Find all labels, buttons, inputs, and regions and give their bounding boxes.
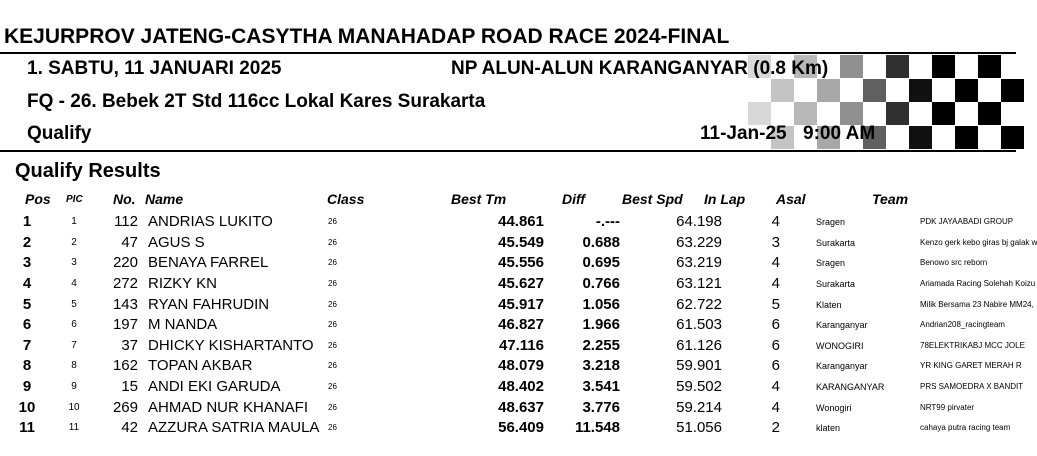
col-header-class: Class xyxy=(327,191,365,207)
table-row xyxy=(0,212,1032,233)
pos-cell: 8 xyxy=(22,357,32,375)
team-cell: Milik Bersama 23 Nabire MM24, xyxy=(920,299,1034,309)
diff-cell: 0.695 xyxy=(582,254,620,272)
in-lap-cell: 5 xyxy=(771,295,780,313)
number-cell: 272 xyxy=(112,275,138,293)
in-lap-cell: 3 xyxy=(771,233,780,251)
best-speed-cell: 59.502 xyxy=(676,378,722,396)
team-cell: Kenzo gerk kebo giras bj galak w xyxy=(920,237,1037,247)
best-time-cell: 45.549 xyxy=(498,233,544,251)
diff-cell: 0.688 xyxy=(582,233,620,251)
pic-cell: 1 xyxy=(71,216,77,228)
session-name: Qualify xyxy=(27,123,92,144)
col-header-in-lap: In Lap xyxy=(704,191,746,207)
flag-square xyxy=(955,79,978,102)
pic-cell: 6 xyxy=(71,319,77,331)
class-cell: 26 xyxy=(328,382,337,392)
number-cell: 269 xyxy=(112,398,138,416)
class-cell: 26 xyxy=(328,279,337,289)
origin-cell: WONOGIRI xyxy=(816,340,864,351)
pos-cell: 10 xyxy=(18,398,36,416)
diff-cell: 1.966 xyxy=(582,316,620,334)
rider-name-cell: BENAYA FARREL xyxy=(148,254,269,272)
diff-cell: -.--- xyxy=(595,213,620,231)
class-cell: 26 xyxy=(328,340,337,350)
pic-cell: 4 xyxy=(71,278,77,290)
diff-cell: 2.255 xyxy=(582,336,620,354)
best-time-cell: 44.861 xyxy=(498,213,544,231)
team-cell: cahaya putra racing team xyxy=(920,423,1011,433)
flag-square xyxy=(909,79,932,102)
pos-cell: 4 xyxy=(22,275,32,293)
results-table xyxy=(0,212,1037,439)
in-lap-cell: 4 xyxy=(771,213,780,231)
diff-cell: 3.776 xyxy=(582,398,620,416)
number-cell: 37 xyxy=(121,336,138,354)
flag-square xyxy=(840,55,863,78)
pic-cell: 7 xyxy=(71,339,77,351)
flag-square xyxy=(932,102,955,125)
flag-square xyxy=(1001,79,1024,102)
number-cell: 220 xyxy=(112,254,138,272)
diff-cell: 11.548 xyxy=(574,419,620,437)
flag-square xyxy=(978,55,1001,78)
best-speed-cell: 51.056 xyxy=(676,419,722,437)
pos-cell: 1 xyxy=(22,213,32,231)
header-divider xyxy=(0,52,1016,54)
flag-square xyxy=(886,55,909,78)
table-row xyxy=(0,336,1032,357)
best-speed-cell: 61.126 xyxy=(676,336,722,354)
in-lap-cell: 4 xyxy=(771,275,780,293)
best-time-cell: 48.637 xyxy=(498,398,544,416)
origin-cell: Karanganyar xyxy=(816,320,868,331)
rider-name-cell: AZZURA SATRIA MAULA xyxy=(148,419,320,437)
flag-square xyxy=(932,55,955,78)
origin-cell: Wonogiri xyxy=(816,402,852,413)
table-row xyxy=(0,315,1032,336)
in-lap-cell: 2 xyxy=(771,419,780,437)
best-time-cell: 47.116 xyxy=(498,336,544,354)
col-header-diff: Diff xyxy=(562,191,586,207)
flag-square xyxy=(955,126,978,149)
flag-square xyxy=(1001,126,1024,149)
pos-cell: 11 xyxy=(19,419,35,437)
col-header-pic: PIC xyxy=(66,194,83,205)
class-cell: 26 xyxy=(328,402,337,412)
class-cell: 26 xyxy=(328,320,337,330)
rider-name-cell: AHMAD NUR KHANAFI xyxy=(148,398,309,416)
event-venue: NP ALUN-ALUN KARANGANYAR (0.8 Km) xyxy=(451,58,829,79)
flag-square xyxy=(886,102,909,125)
origin-cell: Surakarta xyxy=(816,279,856,290)
table-row xyxy=(0,356,1032,377)
in-lap-cell: 6 xyxy=(771,316,780,334)
table-row xyxy=(0,377,1032,398)
diff-cell: 3.218 xyxy=(582,357,620,375)
origin-cell: KARANGANYAR xyxy=(816,382,885,393)
best-time-cell: 45.917 xyxy=(498,295,544,313)
flag-square xyxy=(978,102,1001,125)
diff-cell: 1.056 xyxy=(582,295,620,313)
in-lap-cell: 6 xyxy=(771,336,780,354)
number-cell: 15 xyxy=(121,378,138,396)
in-lap-cell: 4 xyxy=(771,378,780,396)
rider-name-cell: RYAN FAHRUDIN xyxy=(148,295,270,313)
best-speed-cell: 59.214 xyxy=(676,398,722,416)
section-divider xyxy=(0,150,1016,152)
number-cell: 47 xyxy=(121,233,138,251)
col-header-pos: Pos xyxy=(25,191,51,207)
table-row xyxy=(0,397,1032,418)
rider-name-cell: DHICKY KISHARTANTO xyxy=(148,336,314,354)
team-cell: PDK JAYAABADI GROUP xyxy=(920,217,1014,227)
pos-cell: 2 xyxy=(22,233,32,251)
best-time-cell: 48.079 xyxy=(498,357,544,375)
best-time-cell: 45.556 xyxy=(498,254,544,272)
flag-square xyxy=(817,79,840,102)
rider-name-cell: TOPAN AKBAR xyxy=(148,357,253,375)
rider-name-cell: M NANDA xyxy=(148,316,218,334)
pic-cell: 5 xyxy=(71,298,77,310)
rider-name-cell: ANDI EKI GARUDA xyxy=(148,378,281,396)
pos-cell: 3 xyxy=(22,254,32,272)
col-header-best-tm: Best Tm xyxy=(451,191,507,207)
table-row xyxy=(0,253,1032,274)
best-speed-cell: 63.121 xyxy=(676,275,722,293)
team-cell: Andrian208_racingteam xyxy=(920,320,1005,330)
pic-cell: 9 xyxy=(71,381,77,393)
session-time: 9:00 AM xyxy=(803,123,876,144)
in-lap-cell: 6 xyxy=(771,357,780,375)
best-time-cell: 48.402 xyxy=(498,378,544,396)
best-time-cell: 46.827 xyxy=(498,316,544,334)
origin-cell: Sragen xyxy=(816,217,846,228)
in-lap-cell: 4 xyxy=(771,254,780,272)
origin-cell: Karanganyar xyxy=(816,361,868,372)
origin-cell: Surakarta xyxy=(816,237,856,248)
pos-cell: 7 xyxy=(22,336,32,354)
best-speed-cell: 61.503 xyxy=(676,316,722,334)
team-cell: NRT99 pirvater xyxy=(920,402,975,412)
rider-name-cell: RIZKY KN xyxy=(148,275,217,293)
table-row xyxy=(0,418,1032,439)
number-cell: 112 xyxy=(114,213,138,231)
col-header-no: No. xyxy=(113,191,136,207)
pos-cell: 6 xyxy=(22,316,32,334)
pic-cell: 3 xyxy=(71,257,77,269)
event-day: 1. SABTU, 11 JANUARI 2025 xyxy=(27,58,282,79)
table-row xyxy=(0,233,1032,254)
number-cell: 197 xyxy=(112,316,138,334)
pic-cell: 11 xyxy=(68,422,80,434)
pos-cell: 9 xyxy=(22,378,32,396)
number-cell: 42 xyxy=(121,419,138,437)
team-cell: PRS SAMOEDRA X BANDIT xyxy=(920,382,1024,392)
number-cell: 162 xyxy=(112,357,138,375)
race-class-title: FQ - 26. Bebek 2T Std 116cc Lokal Kares Surakarta xyxy=(27,91,486,112)
pic-cell: 2 xyxy=(71,236,77,248)
rider-name-cell: AGUS S xyxy=(148,233,205,251)
flag-square xyxy=(794,102,817,125)
rider-name-cell: ANDRIAS LUKITO xyxy=(148,213,273,231)
diff-cell: 0.766 xyxy=(582,275,620,293)
col-header-name: Name xyxy=(145,191,184,207)
origin-cell: Sragen xyxy=(816,258,846,269)
col-header-best-spd: Best Spd xyxy=(622,191,683,207)
col-header-asal: Asal xyxy=(776,191,806,207)
class-cell: 26 xyxy=(328,217,337,227)
pic-cell: 8 xyxy=(71,360,77,372)
class-cell: 26 xyxy=(328,361,337,371)
team-cell: YR KING GARET MERAH R xyxy=(920,361,1022,371)
origin-cell: Klaten xyxy=(816,299,842,310)
best-speed-cell: 62.722 xyxy=(676,295,722,313)
flag-square xyxy=(748,102,771,125)
class-cell: 26 xyxy=(328,258,337,268)
team-cell: Ariamada Racing Solehah Koizu xyxy=(920,279,1036,289)
best-time-cell: 56.409 xyxy=(498,419,544,437)
best-speed-cell: 63.219 xyxy=(676,254,722,272)
class-cell: 26 xyxy=(328,423,337,433)
table-row xyxy=(0,274,1032,295)
diff-cell: 3.541 xyxy=(582,378,620,396)
in-lap-cell: 4 xyxy=(771,398,780,416)
class-cell: 26 xyxy=(328,299,337,309)
flag-square xyxy=(909,126,932,149)
team-cell: 78ELEKTRIKABJ MCC JOLE xyxy=(920,340,1025,350)
best-speed-cell: 64.198 xyxy=(676,213,722,231)
pic-cell: 10 xyxy=(68,401,80,413)
flag-square xyxy=(863,79,886,102)
best-speed-cell: 59.901 xyxy=(676,357,722,375)
session-date: 11-Jan-25 xyxy=(700,123,787,144)
best-time-cell: 45.627 xyxy=(498,275,544,293)
origin-cell: klaten xyxy=(816,423,841,434)
col-header-team: Team xyxy=(872,191,909,207)
best-speed-cell: 63.229 xyxy=(676,233,722,251)
event-title: KEJURPROV JATENG-CASYTHA MANAHADAP ROAD RACE 2024-FINAL xyxy=(4,25,730,48)
flag-square xyxy=(771,79,794,102)
number-cell: 143 xyxy=(112,295,138,313)
table-row xyxy=(0,294,1032,315)
flag-square xyxy=(840,102,863,125)
team-cell: Benowo src reborn xyxy=(920,258,988,268)
section-title: Qualify Results xyxy=(15,160,161,182)
pos-cell: 5 xyxy=(22,295,32,313)
class-cell: 26 xyxy=(328,237,337,247)
